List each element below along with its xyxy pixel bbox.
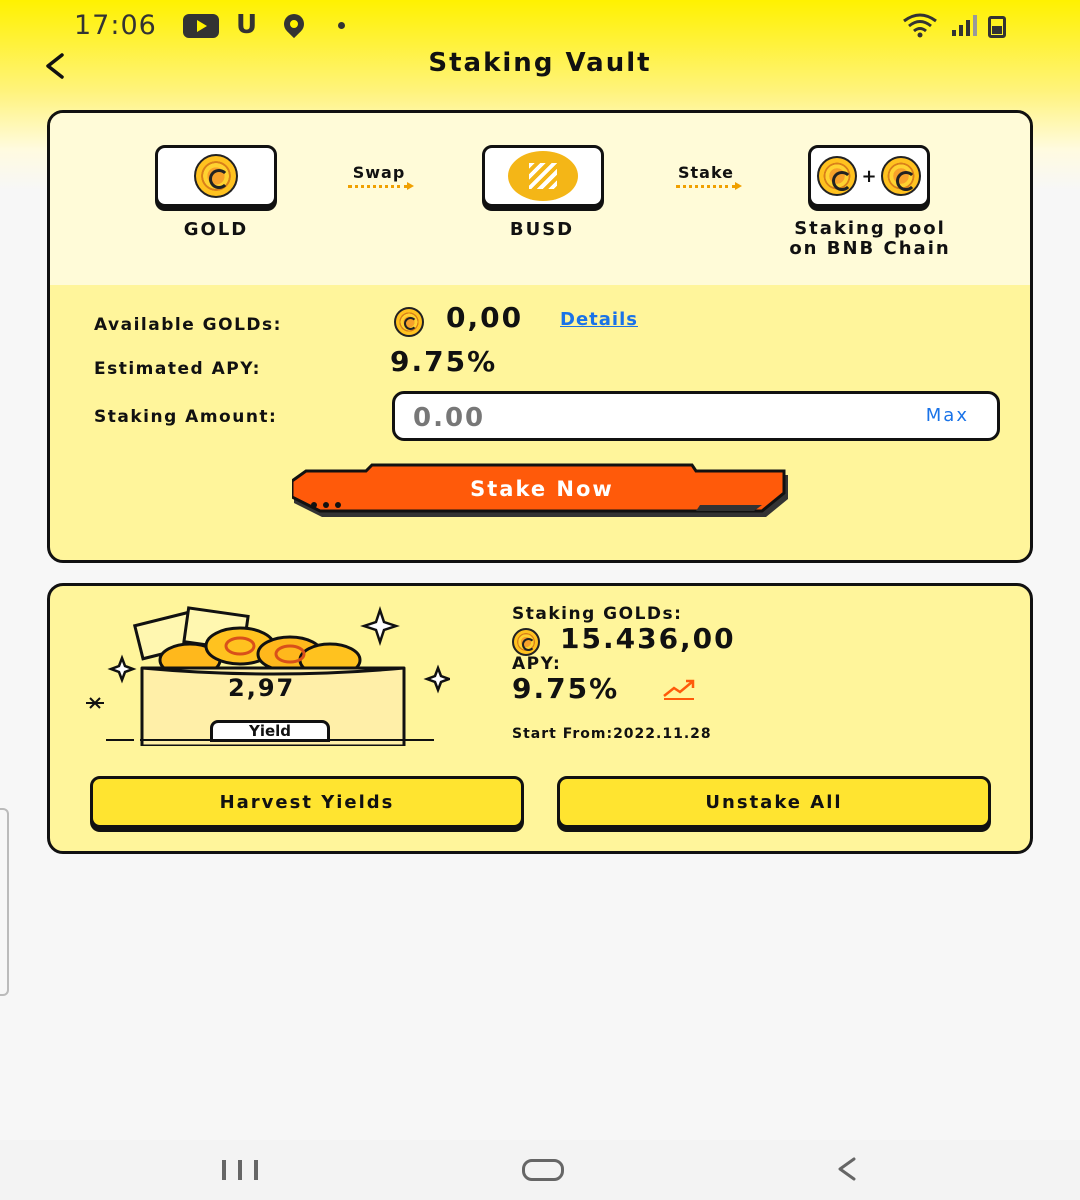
- apy-label: APY:: [512, 654, 562, 674]
- pool-token-box: [808, 145, 930, 207]
- apy-value: 9.75%: [512, 672, 620, 705]
- recents-button[interactable]: [222, 1160, 262, 1180]
- page-title: Staking Vault: [428, 48, 652, 78]
- staking-amount-field[interactable]: [392, 391, 1000, 441]
- max-button[interactable]: Max: [925, 405, 969, 426]
- pool-label-line2: on BNB Chain: [789, 238, 951, 259]
- signal-icon: [950, 14, 980, 36]
- staking-amount-label: Staking Amount:: [94, 407, 278, 427]
- start-from-date: Start From:2022.11.28: [512, 726, 712, 742]
- gold-token-box: [155, 145, 277, 207]
- pool-label: [750, 219, 990, 259]
- swap-label: Swap: [352, 163, 406, 182]
- yield-value: 2,97: [228, 674, 296, 702]
- gold-coin-icon: [194, 154, 238, 198]
- youtube-icon: [183, 14, 219, 38]
- nav-back-button[interactable]: [832, 1154, 862, 1184]
- edge-panel-handle[interactable]: [0, 808, 9, 996]
- trend-up-icon: [662, 678, 696, 700]
- gold-coin-icon: [881, 156, 921, 196]
- staking-golds-value: 15.436,00: [560, 622, 736, 655]
- gold-label: GOLD: [183, 219, 249, 240]
- estimated-apy-value: 9.75%: [390, 345, 498, 378]
- navigation-bar: [0, 1140, 1080, 1200]
- busd-coin-icon: [508, 151, 578, 201]
- available-golds-label: Available GOLDs:: [94, 315, 282, 335]
- status-bar: [0, 0, 1080, 52]
- more-notifications-icon: [338, 22, 345, 29]
- status-time: 17:06: [74, 10, 157, 41]
- battery-icon: [988, 16, 1006, 38]
- stake-now-button[interactable]: [292, 463, 792, 521]
- position-card: [47, 583, 1033, 854]
- location-icon: [280, 10, 308, 38]
- harvest-yields-button[interactable]: Harvest Yields: [90, 776, 524, 828]
- yield-tag: Yield: [210, 720, 330, 742]
- gold-coin-icon: [817, 156, 857, 196]
- home-button[interactable]: [522, 1159, 564, 1181]
- pool-label-line1: Staking pool: [794, 218, 946, 239]
- gold-coin-icon: [512, 628, 540, 656]
- stake-arrow-icon: [676, 185, 736, 189]
- stake-card: [47, 110, 1033, 563]
- plus-sign: +: [861, 165, 877, 187]
- stake-flow-label: Stake: [677, 163, 735, 182]
- staking-golds-label: Staking GOLDs:: [512, 604, 683, 624]
- wifi-icon: [902, 12, 938, 38]
- available-golds-value: 0,00: [446, 301, 524, 334]
- details-link[interactable]: Details: [560, 309, 638, 330]
- busd-label: BUSD: [509, 219, 575, 240]
- staking-flow: [50, 113, 1030, 285]
- gold-coin-icon: [394, 307, 424, 337]
- estimated-apy-label: Estimated APY:: [94, 359, 261, 379]
- ground-line: [50, 686, 440, 746]
- stake-now-label: Stake Now: [470, 477, 614, 501]
- unstake-all-button[interactable]: Unstake All: [557, 776, 991, 828]
- swap-arrow-icon: [348, 185, 408, 189]
- u-notification-icon: U: [236, 10, 258, 40]
- staking-amount-input[interactable]: [413, 400, 853, 436]
- busd-token-box: [482, 145, 604, 207]
